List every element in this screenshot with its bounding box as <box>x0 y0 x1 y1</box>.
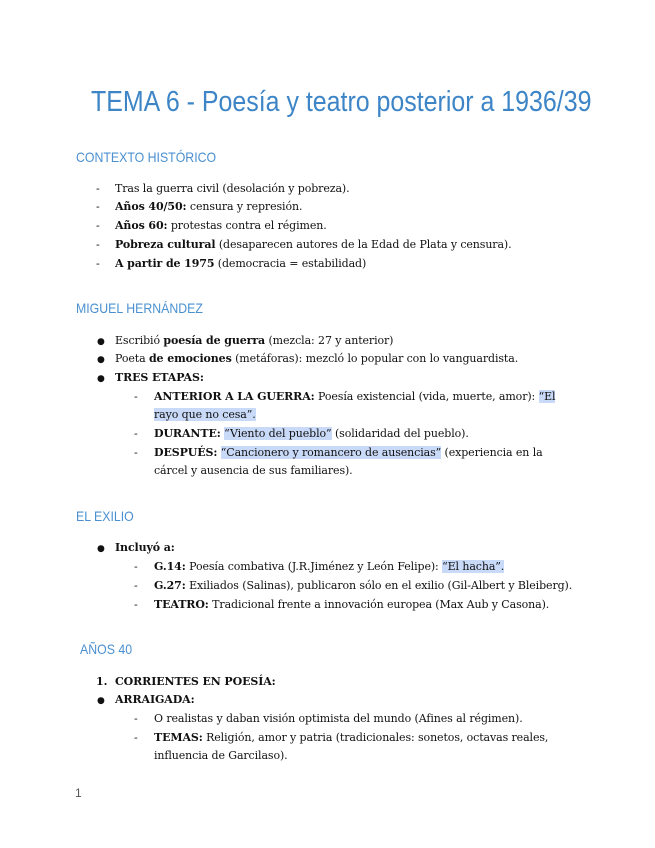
bullet-marker: ● <box>97 337 105 347</box>
list-item: Años 40/50: censura y represión. <box>115 200 303 213</box>
list-item: Escribió poesía de guerra (mezcla: 27 y anterior) <box>115 334 394 347</box>
bullet-marker: ● <box>97 696 105 706</box>
list-item: G.14: Poesía combativa (J.R.Jiménez y León Felipe): “El hacha”. <box>154 560 505 573</box>
dash-marker: - <box>134 560 138 573</box>
dash-marker: - <box>96 182 100 195</box>
dash-marker: - <box>96 200 100 213</box>
list-item: Poeta de emociones (metáforas): mezcló lo popular con lo vanguardista. <box>115 352 519 365</box>
list-item-continuation: influencia de Garcilaso). <box>154 749 288 762</box>
list-item: TEMAS: Religión, amor y patria (tradicionales: sonetos, octavas reales, <box>154 731 549 744</box>
highlight: “El <box>538 390 556 403</box>
dash-marker: - <box>134 579 138 592</box>
list-item: TRES ETAPAS: <box>115 371 204 384</box>
list-item-continuation: cárcel y ausencia de sus familiares). <box>154 464 353 477</box>
dash-marker: - <box>134 390 138 403</box>
dash-marker: - <box>96 257 100 270</box>
dash-marker: - <box>134 712 138 725</box>
highlight: “Cancionero y romancero de ausencias” <box>220 446 442 459</box>
page-number: 1 <box>75 786 82 800</box>
list-item: O realistas y daban visión optimista del mundo (Afines al régimen). <box>154 712 523 725</box>
number-marker: 1. <box>96 675 108 688</box>
list-item-continuation <box>154 407 256 423</box>
dash-marker: - <box>134 731 138 744</box>
bullet-marker: ● <box>97 355 105 365</box>
section-heading-anos40: AÑOS 40 <box>80 641 133 657</box>
highlight: “El hacha”. <box>442 560 505 573</box>
dash-marker: - <box>134 446 138 459</box>
list-item: DESPUÉS: “Cancionero y romancero de ausencias” (experiencia en la <box>154 446 543 459</box>
list-item: TEATRO: Tradicional frente a innovación europea (Max Aub y Casona). <box>154 598 550 611</box>
page-title: TEMA 6 - Poesía y teatro posterior a 1936/39 <box>91 86 592 118</box>
dash-marker: - <box>96 219 100 232</box>
list-item: A partir de 1975 (democracia = estabilidad) <box>115 257 367 270</box>
list-item: Pobreza cultural (desaparecen autores de la Edad de Plata y censura). <box>115 238 512 251</box>
highlight: “Viento del pueblo” <box>224 427 332 440</box>
list-item: Años 60: protestas contra el régimen. <box>115 219 327 232</box>
dash-marker: - <box>134 598 138 611</box>
bullet-marker: ● <box>97 374 105 384</box>
section-heading-exilio: EL EXILIO <box>76 508 134 524</box>
list-item: Tras la guerra civil (desolación y pobreza). <box>115 182 350 195</box>
list-item: ARRAIGADA: <box>115 693 195 706</box>
list-item: CORRIENTES EN POESÍA: <box>115 675 276 688</box>
section-heading-contexto: CONTEXTO HISTÓRICO <box>76 149 217 165</box>
list-item: Incluyó a: <box>115 541 175 554</box>
list-item: ANTERIOR A LA GUERRA: Poesía existencial (vida, muerte, amor): “El <box>154 390 556 403</box>
list-item: G.27: Exiliados (Salinas), publicaron sólo en el exilio (Gil-Albert y Bleiberg). <box>154 579 573 592</box>
bullet-marker: ● <box>97 544 105 554</box>
highlight: rayo que no cesa”. <box>154 408 256 421</box>
dash-marker: - <box>134 427 138 440</box>
dash-marker: - <box>96 238 100 251</box>
list-item: DURANTE: “Viento del pueblo” (solidaridad del pueblo). <box>154 427 469 440</box>
section-heading-miguel: MIGUEL HERNÁNDEZ <box>76 300 203 316</box>
